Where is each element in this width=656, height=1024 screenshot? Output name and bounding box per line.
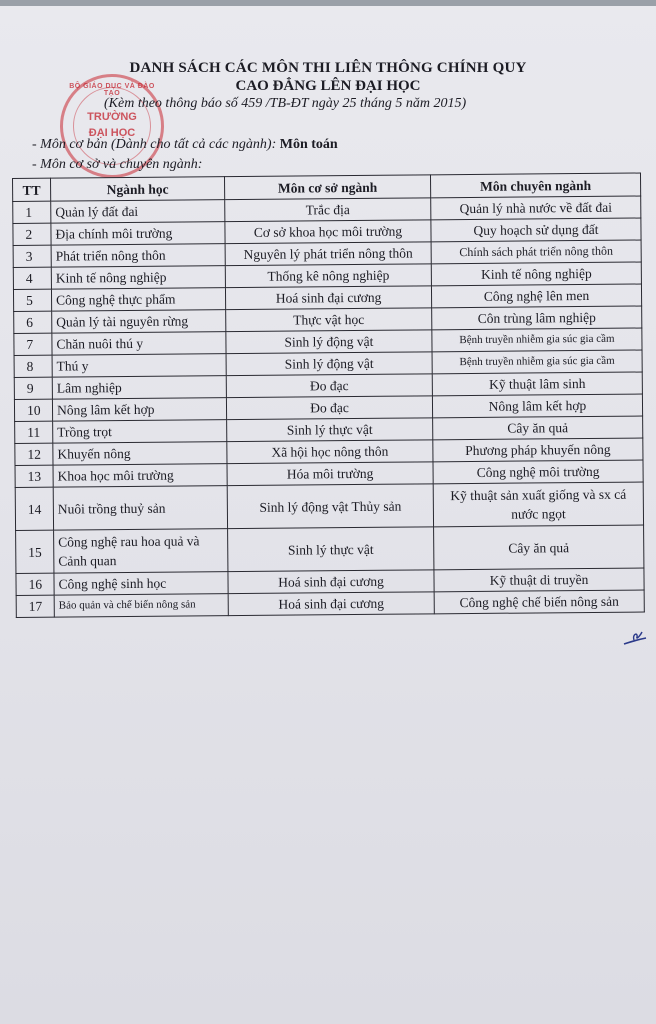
cell-tt: 7 <box>14 333 52 355</box>
header-nganh-hoc: Ngành học <box>51 177 225 202</box>
stamp-ring-text: BỘ GIÁO DỤC VÀ ĐÀO TẠO <box>69 83 155 97</box>
cell-nganh: Lâm nghiệp <box>52 376 226 400</box>
cell-nganh: Bảo quản và chế biến nông sản <box>54 594 228 618</box>
cell-co-so: Đo đạc <box>226 374 432 398</box>
cell-tt: 10 <box>14 399 52 421</box>
cell-nganh: Trồng trọt <box>53 420 227 444</box>
basic-subject-line <box>32 137 338 153</box>
cell-chuyen-nganh: Công nghệ lên men <box>431 284 641 308</box>
cell-chuyen-nganh: Nông lâm kết hợp <box>432 394 642 418</box>
header-tt: TT <box>13 178 51 201</box>
cell-co-so: Nguyên lý phát triển nông thôn <box>225 242 431 266</box>
cell-chuyen-nganh: Kỹ thuật di truyền <box>434 568 644 592</box>
header-mon-co-so: Môn cơ sở ngành <box>224 175 430 200</box>
cell-nganh: Công nghệ rau hoa quả và Cảnh quan <box>54 529 228 574</box>
cell-co-so: Sinh lý động vật Thủy sản <box>227 484 433 529</box>
cell-co-so: Đo đạc <box>226 396 432 420</box>
cell-tt: 9 <box>14 377 52 399</box>
cell-tt: 12 <box>15 443 53 465</box>
cell-chuyen-nganh: Kỹ thuật sản xuất giống và sx cá nước ngọt <box>433 482 643 527</box>
cell-co-so: Sinh lý động vật <box>226 330 432 354</box>
cell-co-so: Thực vật học <box>226 308 432 332</box>
header-mon-chuyen-nganh: Môn chuyên ngành <box>430 173 640 198</box>
cell-co-so: Sinh lý thực vật <box>228 527 434 572</box>
cell-co-so: Sinh lý thực vật <box>227 418 433 442</box>
cell-co-so: Sinh lý động vật <box>226 352 432 376</box>
cell-co-so: Hóa môi trường <box>227 462 433 486</box>
cell-nganh: Quản lý tài nguyên rừng <box>52 310 226 334</box>
document-title-line2: CAO ĐẲNG LÊN ĐẠI HỌC <box>235 78 421 94</box>
stamp-text-line2: ĐẠI HỌC <box>88 127 136 139</box>
table-row <box>16 525 644 573</box>
cell-tt: 1 <box>13 201 51 223</box>
cell-chuyen-nganh: Kinh tế nông nghiệp <box>431 262 641 286</box>
cell-tt: 16 <box>16 573 54 595</box>
cell-co-so: Cơ sở khoa học môi trường <box>225 220 431 244</box>
cell-co-so: Hoá sinh đại cương <box>225 286 431 310</box>
signature-mark <box>622 628 648 648</box>
cell-co-so: Trắc địa <box>225 198 431 222</box>
page-top-edge <box>0 0 656 6</box>
cell-nganh: Kinh tế nông nghiệp <box>51 266 225 290</box>
cell-tt: 15 <box>16 530 54 573</box>
cell-nganh: Công nghệ sinh học <box>54 572 228 596</box>
cell-co-so: Xã hội học nông thôn <box>227 440 433 464</box>
cell-tt: 11 <box>15 421 53 443</box>
cell-nganh: Chăn nuôi thú y <box>52 332 226 356</box>
document-subtitle: (Kèm theo thông báo số 459 /TB-ĐT ngày 25 tháng 5 năm 2015) <box>104 96 467 111</box>
cell-tt: 17 <box>16 595 54 617</box>
cell-nganh: Khoa học môi trường <box>53 464 227 488</box>
cell-chuyen-nganh: Công nghệ môi trường <box>433 460 643 484</box>
cell-nganh: Khuyến nông <box>53 442 227 466</box>
cell-chuyen-nganh: Kỹ thuật lâm sinh <box>432 372 642 396</box>
table-row <box>16 590 644 617</box>
table-row <box>15 482 643 530</box>
cell-chuyen-nganh: Cây ăn quả <box>433 416 643 440</box>
specialized-subject-line: - Môn cơ sở và chuyên ngành: <box>32 157 203 172</box>
cell-nganh: Nuôi trồng thuỷ sản <box>53 486 227 531</box>
cell-chuyen-nganh: Côn trùng lâm nghiệp <box>432 306 642 330</box>
cell-chuyen-nganh: Bệnh truyền nhiễm gia súc gia cầm <box>432 350 642 374</box>
cell-tt: 8 <box>14 355 52 377</box>
cell-chuyen-nganh: Bệnh truyền nhiễm gia súc gia cầm <box>432 328 642 352</box>
document-title-line1: DANH SÁCH CÁC MÔN THI LIÊN THÔNG CHÍNH QUY <box>129 60 527 76</box>
cell-nganh: Công nghệ thực phẩm <box>51 288 225 312</box>
cell-nganh: Thú y <box>52 354 226 378</box>
cell-nganh: Nông lâm kết hợp <box>52 398 226 422</box>
cell-chuyen-nganh: Công nghệ chế biến nông sản <box>434 590 644 614</box>
cell-co-so: Hoá sinh đại cương <box>228 592 434 616</box>
cell-tt: 6 <box>14 311 52 333</box>
stamp-text-line1: TRƯỜNG <box>87 111 137 123</box>
cell-nganh: Phát triển nông thôn <box>51 244 225 268</box>
cell-nganh: Quản lý đất đai <box>51 200 225 224</box>
basic-subject-label: - Môn cơ bản (Dành cho tất cả các ngành): <box>32 137 280 152</box>
basic-subject-value: Môn toán <box>279 137 338 152</box>
cell-tt: 14 <box>15 487 53 530</box>
exam-subjects-table <box>12 173 645 618</box>
cell-chuyen-nganh: Cây ăn quả <box>434 525 644 570</box>
cell-tt: 13 <box>15 465 53 487</box>
cell-nganh: Địa chính môi trường <box>51 222 225 246</box>
cell-tt: 2 <box>13 223 51 245</box>
cell-chuyen-nganh: Phương pháp khuyến nông <box>433 438 643 462</box>
cell-tt: 3 <box>13 245 51 267</box>
cell-chuyen-nganh: Quy hoạch sử dụng đất <box>431 218 641 242</box>
cell-chuyen-nganh: Chính sách phát triển nông thôn <box>431 240 641 264</box>
cell-co-so: Hoá sinh đại cương <box>228 570 434 594</box>
cell-tt: 5 <box>13 289 51 311</box>
cell-co-so: Thống kê nông nghiệp <box>225 264 431 288</box>
cell-chuyen-nganh: Quản lý nhà nước về đất đai <box>431 196 641 220</box>
cell-tt: 4 <box>13 267 51 289</box>
